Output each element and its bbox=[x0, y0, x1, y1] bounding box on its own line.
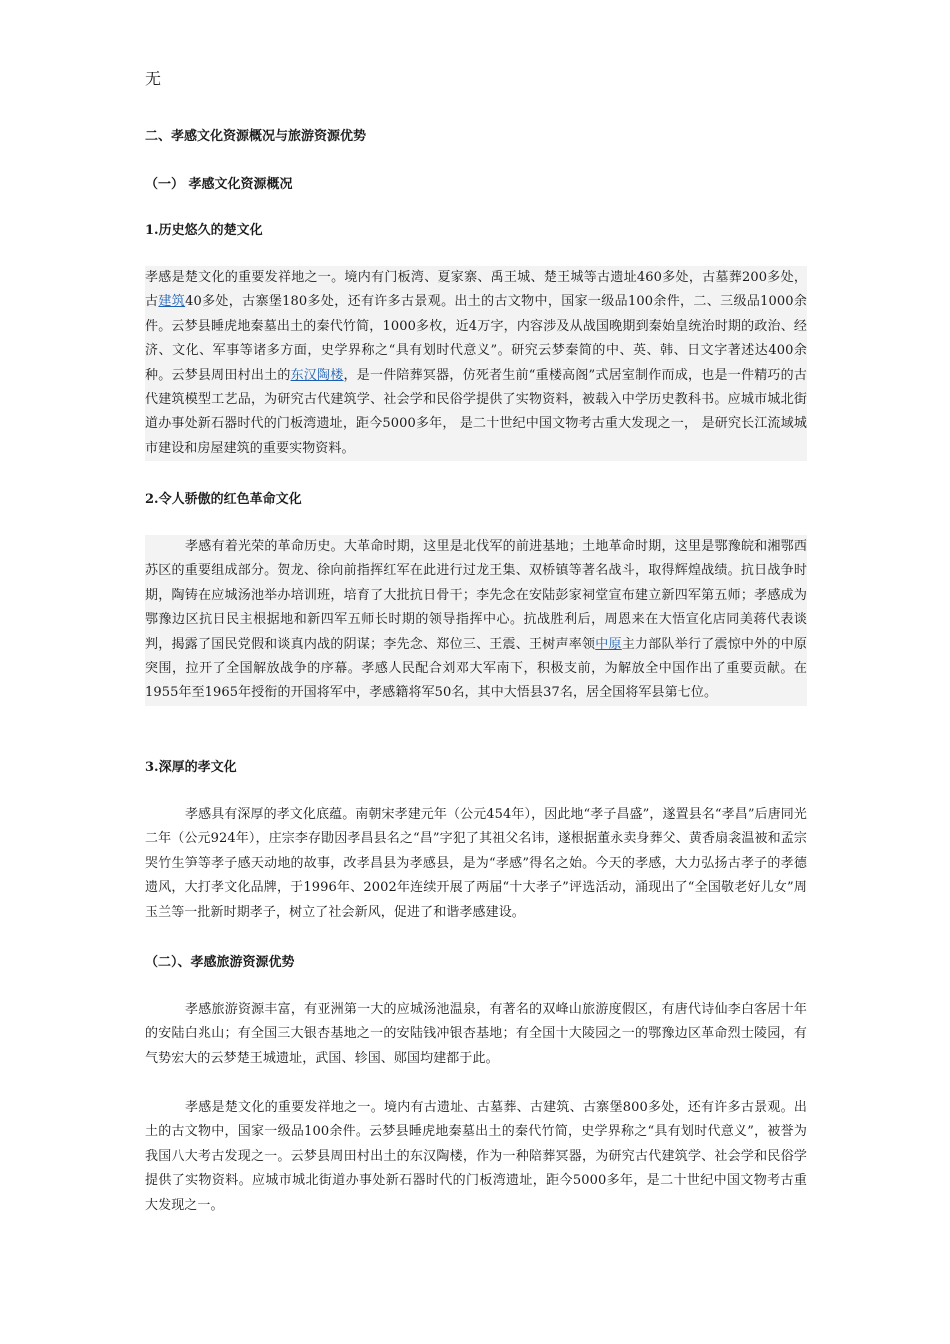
link-eastern-han-pottery-tower[interactable]: 东汉陶楼 bbox=[290, 367, 344, 383]
subsection-1-heading: （一） 孝感文化资源概况 bbox=[145, 177, 293, 192]
red-text-part-1: 孝感有着光荣的革命历史。大革命时期，这里是北伐军的前进基地；土地革命时期，这里是鄂豫皖和湘鄂西苏区的重要组成部分。贺龙、徐向前指挥红军在此进行过龙王集、双桥镇等著名战斗，取得辉煌战绩。抗日战争时期，陶铸在应城汤池举办培训班，培育了大批抗日骨干；李先念在安陆彭家祠堂宣布建立新四军第五师；孝感成为鄂豫边区抗日民主根据地和新四军五师长时期的领导指挥中心。抗战胜利后，周恩来在大悟宣化店同美蒋代表谈判，揭露了国民党假和谈真内战的阴谋；李先念、郑位三、王震、王树声率领 bbox=[145, 539, 807, 652]
item-1-heading: 1.历史悠久的楚文化 bbox=[145, 223, 263, 238]
red-text-part-2: 主力部队举行了震惊中外的中原突围，拉开了全国解放战争的序幕。孝感人民配合刘邓大军南下，积极支前，为解放全中国作出了重要贡献。在1955年至1965年授衔的开国将军中，孝感籍将军50名，其中大悟县37名，居全国将军县第七位。 bbox=[145, 636, 808, 701]
red-culture-paragraph bbox=[145, 535, 807, 706]
subsection-2-heading: （二）、孝感旅游资源优势 bbox=[145, 955, 295, 970]
chu-text-part-1: 孝感是楚文化的重要发祥地之一。境内有门板湾、夏家寨、禹王城、楚王城等古遗址460多处，古墓葬200多处，古 bbox=[145, 270, 807, 310]
tourism-paragraph-1: 孝感旅游资源丰富，有亚洲第一大的应城汤池温泉，有著名的双峰山旅游度假区，有唐代诗仙李白客居十年的安陆白兆山；有全国三大银杏基地之一的安陆钱冲银杏基地；有全国十大陵园之一的鄂豫边区革命烈士陵园，有气势宏大的云梦楚王城遗址，武国、轸国、郧国均建都于此。 bbox=[145, 1002, 807, 1066]
tourism-paragraph-2: 孝感是楚文化的重要发祥地之一。境内有古遗址、古墓葬、古建筑、古寨堡800多处，还有许多古景观。出土的古文物中，国家一级品100余件。云梦县睡虎地秦墓出土的秦代竹简，史学界称之“具有划时代意义”，被誉为我国八大考古发现之一。云梦县周田村出土的东汉陶楼，作为一种陪葬冥器，为研究古代建筑学、社会学和民俗学提供了实物资料。应城市城北街道办事处新石器时代的门板湾遗址，距今5000多年，是二十世纪中国文物考古重大发现之一。 bbox=[145, 1100, 807, 1213]
chu-text-part-2: 40多处，古寨堡180多处，还有许多古景观。出土的古文物中，国家一级品100余件，二、三级品1000余件。云梦县睡虎地秦墓出土的秦代竹简，1000多枚，近4万字，内容涉及从战国晚期到秦始皇统治时期的政治、经济、文化、军事等诸多方面，史学界称之“具有划时代意义”。研究云梦秦简的中、英、韩、日文字著述达400余种。云梦县周田村出土的 bbox=[145, 294, 808, 383]
filial-culture-paragraph: 孝感具有深厚的孝文化底蕴。南朝宋孝建元年（公元454年），因此地“孝子昌盛”，遂置县名“孝昌”后唐同光二年（公元924年），庄宗李存勖因孝昌县名之“昌”字犯了其祖父名讳，遂根据董永卖身葬父、黄香扇衾温被和孟宗哭竹生笋等孝子感天动地的故事，改孝昌县为孝感县，是为“孝感”得名之始。今天的孝感，大力弘扬古孝子的孝德遗风，大打孝文化品牌，于1996年、2002年连续开展了两届“十大孝子”评选活动，涌现出了“全国敬老好儿女”周玉兰等一批新时期孝子，树立了社会新风，促进了和谐孝感建设。 bbox=[145, 807, 807, 920]
chu-text-part-3: ，是一件陪葬冥器，仿死者生前“重楼高阁”式居室制作而成，也是一件精巧的古代建筑模型工艺品，为研究古代建筑学、社会学和民俗学提供了实物资料，被载入中学历史教科书。应城市城北街道办事处新石器时代的门板湾遗址，距今5000多年， 是二十世纪中国文物考古重大发现之一， 是研究长江流域城市建设和房屋建筑的重要实物资料。 bbox=[145, 367, 807, 456]
item-3-heading: 3.深厚的孝文化 bbox=[145, 760, 237, 775]
first-line-text: 无 bbox=[145, 69, 162, 88]
item-2-heading: 2.令人骄傲的红色革命文化 bbox=[145, 492, 302, 507]
link-architecture[interactable]: 建筑 bbox=[158, 294, 186, 310]
section-2-heading: 二、孝感文化资源概况与旅游资源优势 bbox=[145, 129, 367, 144]
link-central-plains[interactable]: 中原 bbox=[595, 636, 622, 652]
chu-culture-paragraph bbox=[145, 266, 807, 461]
